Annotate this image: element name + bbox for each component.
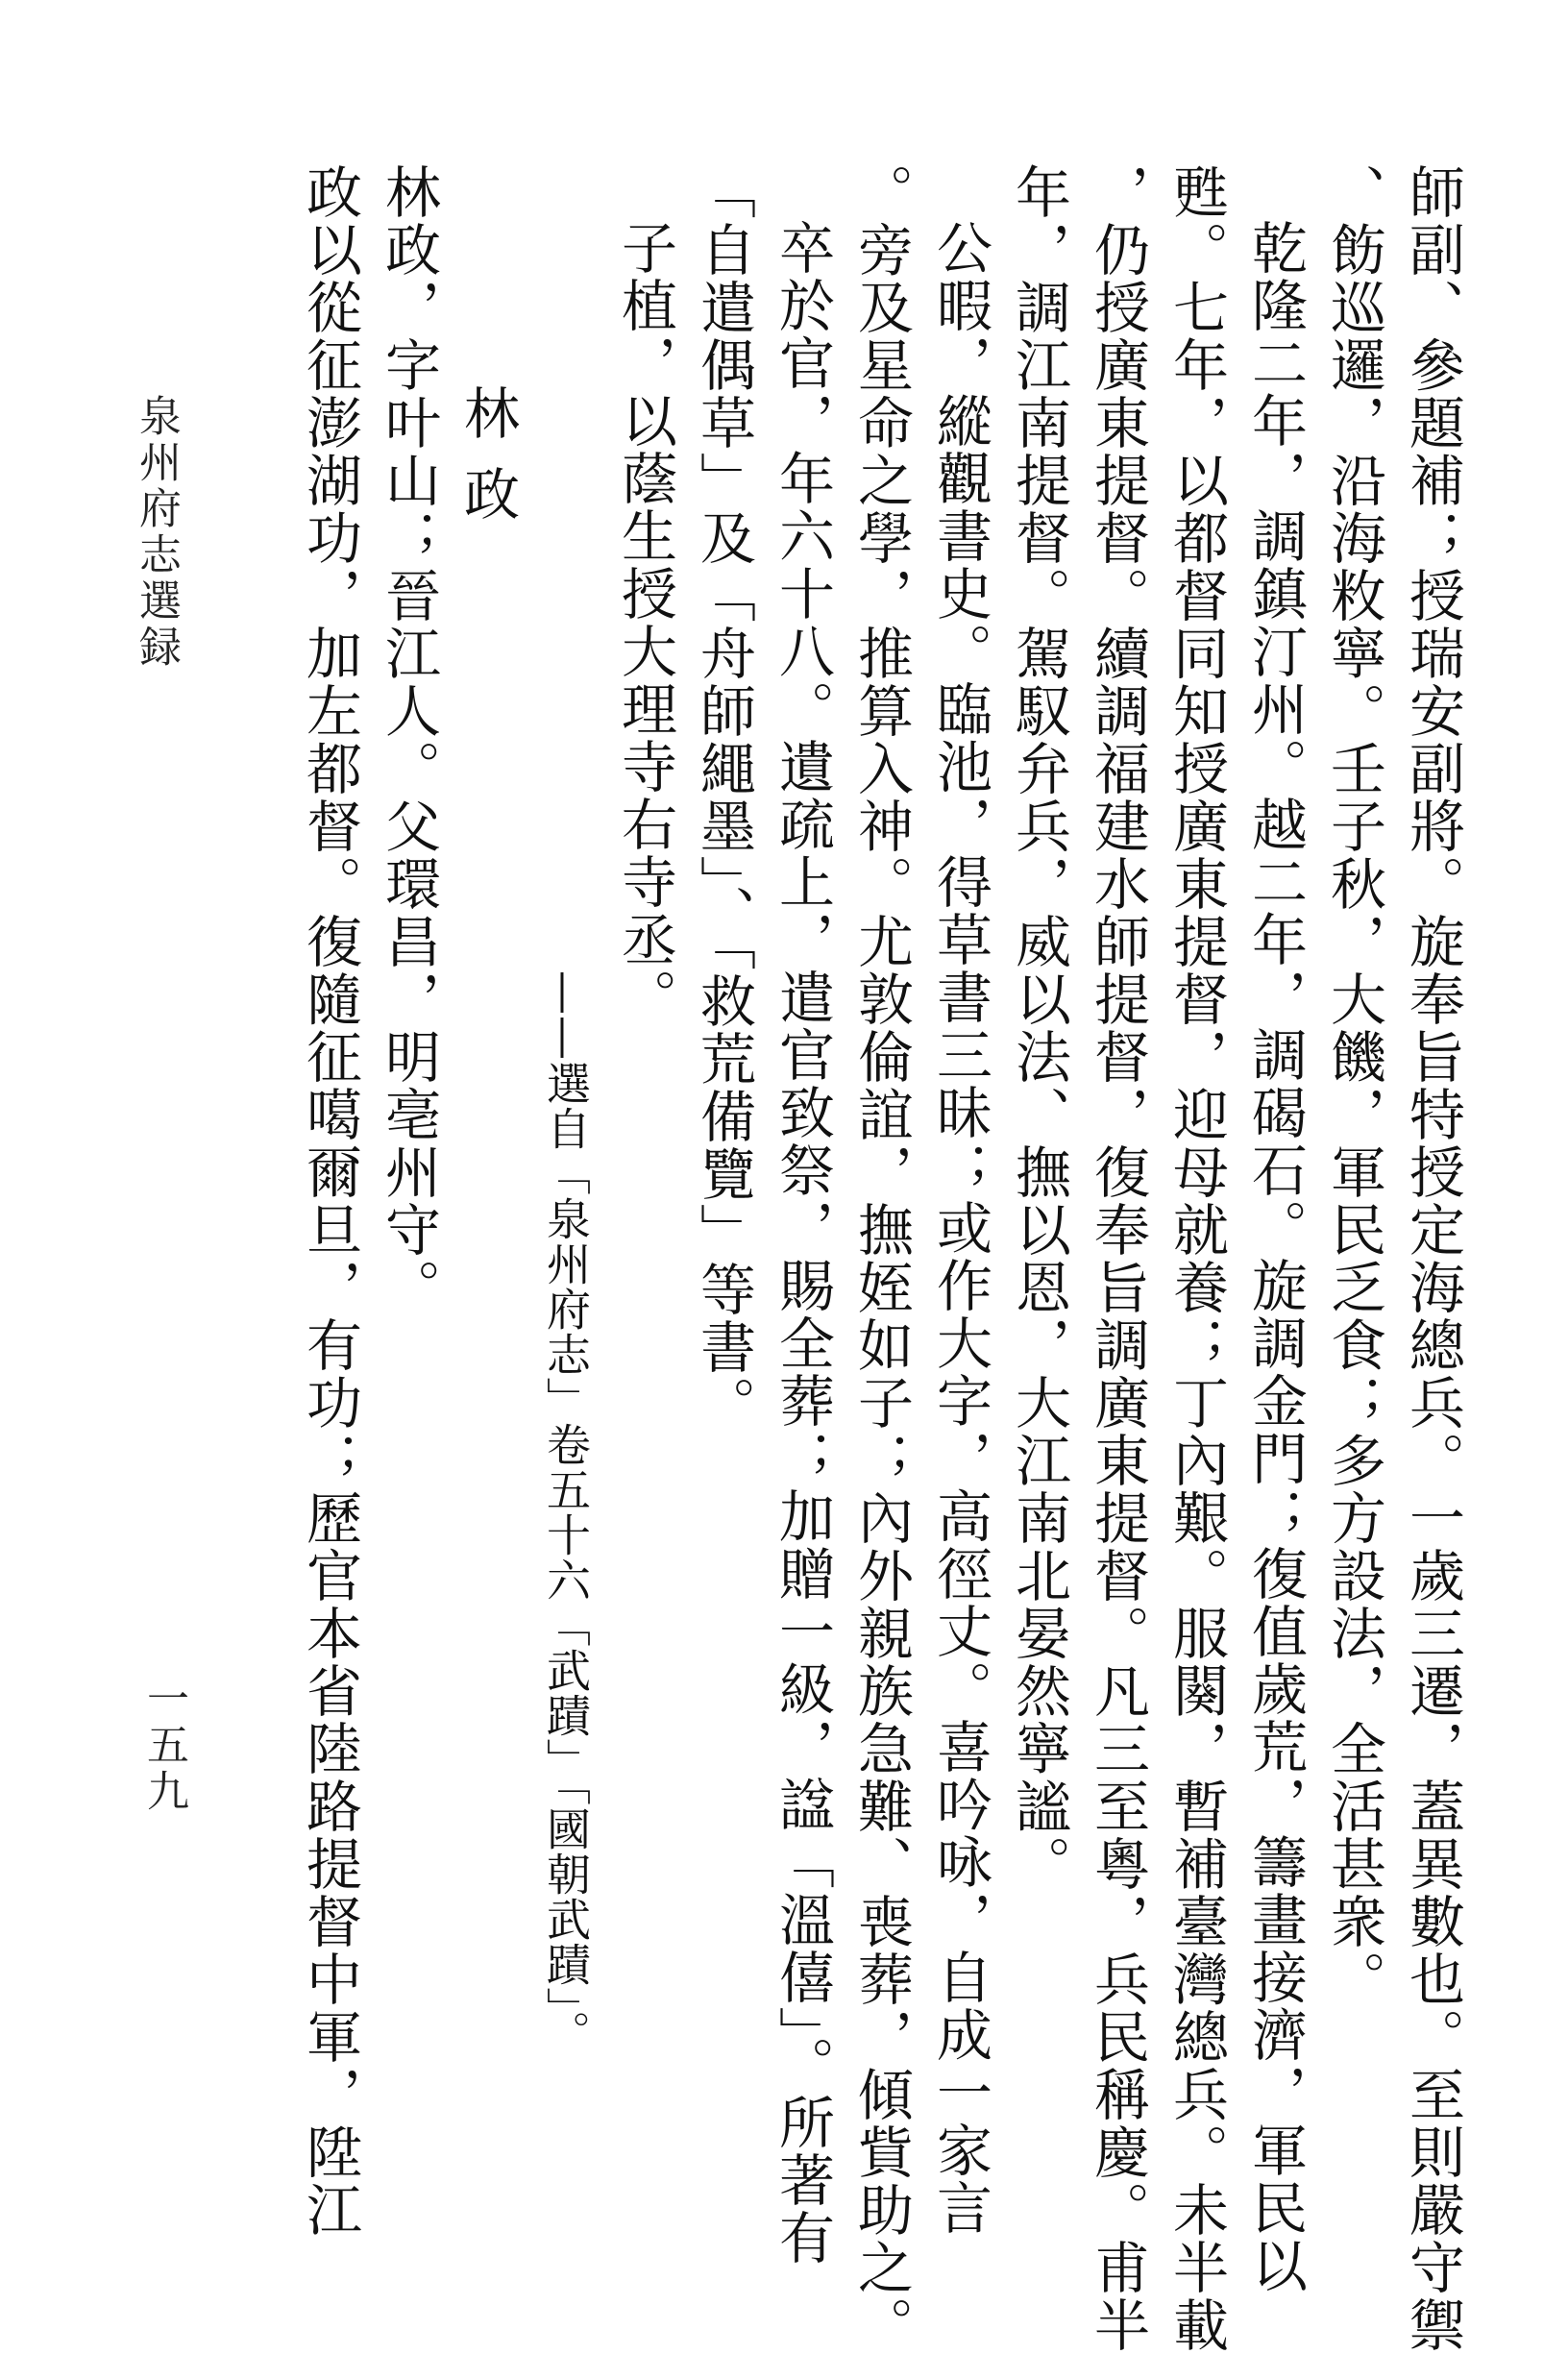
text-column-11: 子植，以蔭生授大理寺右寺丞。	[612, 219, 677, 1026]
text-column-12: 林政，字叶山；晉江人。父環昌，明亳州守。	[376, 163, 441, 1316]
text-column-9: 卒於官，年六十八。遺疏上，遣官致祭，賜全葬；加贈一級，諡「溫僖」。所著有	[770, 219, 835, 2267]
text-column-4: 甦。七年，以都督同知授廣東提督，迎母就養；丁內艱。服闋，暫補臺灣總兵。未半載	[1164, 163, 1229, 2354]
section-heading: 林政	[454, 384, 520, 546]
text-column-1: 師副、參題補；授瑞安副將。旋奉旨特授定海總兵。一歲三遷，蓋異數也。至則嚴守禦	[1400, 163, 1465, 2354]
text-column-8: 。旁及星命之學，推算入神。尤敦倫誼，撫姪如子；內外親族急難、喪葬，傾貲助之。	[848, 163, 914, 2354]
text-column-6: 年，調江南提督。駕馭弁兵，威以法、撫以恩，大江南北晏然寧謐。	[1006, 163, 1071, 1893]
text-column-10: 「自遣偶草」及「舟師繩墨」、「救荒備覽」等書。	[691, 163, 756, 1434]
text-column-13: 政以從征澎湖功，加左都督。復隨征噶爾旦，有功；歷官本省陸路提督中軍，陞江	[297, 163, 362, 2239]
vertical-text-body	[290, 163, 1472, 2354]
text-column-2: 、飭巡邏，沿海敉寧。壬子秋，大饑，軍民乏食；多方設法，全活甚衆。	[1321, 163, 1386, 2008]
text-column-3: 乾隆二年，調鎮汀州。越二年，調碣石。旋調金門；復值歲荒，籌畫接濟，軍民以	[1242, 219, 1308, 2294]
running-title: 泉州府志選録	[132, 394, 181, 671]
page-number: 一五九	[139, 1677, 188, 1815]
source-citation: ——選自「泉州府志」卷五十六「武蹟」「國朝武蹟」。	[540, 970, 592, 2055]
text-column-7: 公暇，縱觀書史。臨池，得草書三昧；或作大字，高徑丈。喜吟咏，自成一家言	[927, 219, 992, 2237]
text-column-5: ，仍授廣東提督。續調福建水師提督，復奉旨調廣東提督。凡三至粵，兵民稱慶。甫半	[1085, 163, 1150, 2354]
